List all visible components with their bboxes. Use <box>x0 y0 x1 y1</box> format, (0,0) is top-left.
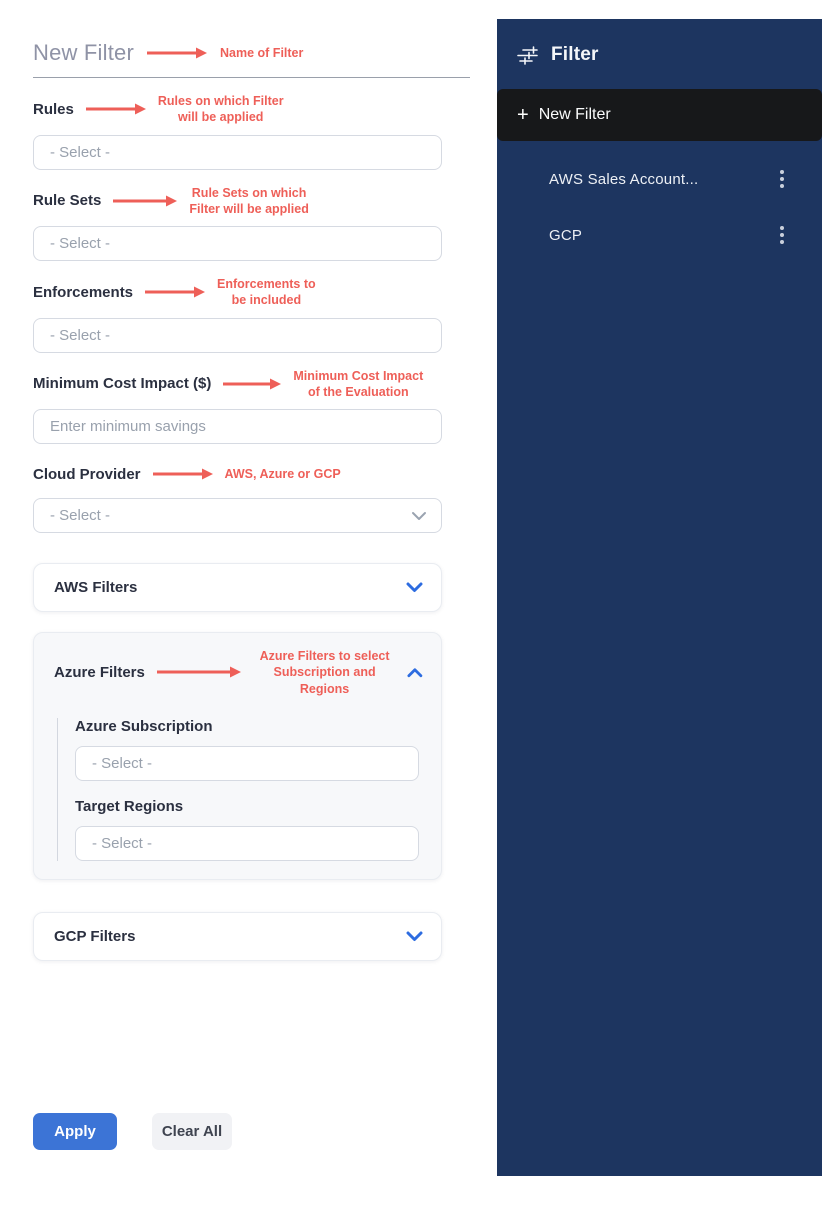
azure-filters-panel <box>33 632 442 880</box>
rules-label: Rules <box>33 100 74 118</box>
target-regions-label: Target Regions <box>75 797 184 815</box>
aws-filters-panel <box>33 563 442 612</box>
enforcements-label: Enforcements <box>33 283 134 301</box>
annotation-arrow-icon <box>222 377 282 391</box>
sidebar-item-aws-sales-account[interactable] <box>497 151 822 207</box>
annotation-arrow-icon <box>112 194 178 208</box>
page-title: New Filter <box>33 40 135 65</box>
chevron-down-icon[interactable] <box>406 931 423 942</box>
annotation-rules: Rules on which Filter will be applied <box>157 94 284 125</box>
plus-icon: + <box>517 104 529 126</box>
field-cloud-provider <box>33 459 442 533</box>
sidebar-item-gcp[interactable] <box>497 207 822 263</box>
annotation-arrow-icon <box>156 665 242 679</box>
new-filter-button[interactable] <box>497 89 822 141</box>
azure-filters-body <box>57 718 419 861</box>
saved-filters-list <box>497 141 822 263</box>
kebab-menu-icon[interactable] <box>776 166 788 192</box>
azure-filters-header[interactable] <box>34 633 441 712</box>
sidebar-item-label: GCP <box>549 226 583 244</box>
azure-filters-title: Azure Filters <box>54 663 145 681</box>
minimum-cost-impact-label: Minimum Cost Impact ($) <box>33 375 212 393</box>
annotation-arrow-icon <box>152 467 214 481</box>
chevron-up-icon[interactable] <box>407 667 423 678</box>
gcp-filters-title: GCP Filters <box>54 927 136 945</box>
annotation-cloud-provider: AWS, Azure or GCP <box>224 466 341 481</box>
sidebar-header <box>497 19 822 89</box>
sidebar-item-label: AWS Sales Account... <box>549 170 699 188</box>
clear-all-button[interactable]: Clear All <box>152 1113 232 1150</box>
aws-filters-title: AWS Filters <box>54 579 138 596</box>
field-rule-sets <box>33 185 442 262</box>
sliders-icon <box>517 46 538 65</box>
target-regions-select[interactable] <box>75 826 419 861</box>
minimum-cost-input[interactable] <box>33 409 442 444</box>
divider <box>33 77 470 78</box>
cloud-provider-select-placeholder: - Select - <box>50 507 111 524</box>
annotation-azure-filters: Azure Filters to select Subscription and Regions <box>259 649 390 696</box>
chevron-down-icon[interactable] <box>406 582 423 593</box>
annotation-minimum-cost-impact: Minimum Cost Impact of the Evaluation <box>293 368 424 399</box>
cloud-provider-label: Cloud Provider <box>33 465 141 483</box>
kebab-menu-icon[interactable] <box>776 222 788 248</box>
rule-sets-select[interactable] <box>33 226 442 261</box>
aws-filters-header[interactable] <box>34 564 441 611</box>
annotation-arrow-icon <box>144 285 206 299</box>
enforcements-select[interactable] <box>33 318 442 353</box>
rules-select[interactable] <box>33 135 442 170</box>
filter-sidebar <box>497 19 822 1176</box>
rules-select-placeholder: - Select - <box>50 143 111 161</box>
new-filter-form <box>33 40 442 961</box>
gcp-filters-header[interactable] <box>34 913 441 960</box>
sidebar-title: Filter <box>551 44 599 65</box>
annotation-arrow-icon <box>146 46 208 60</box>
field-minimum-cost-impact <box>33 368 442 445</box>
rule-sets-select-placeholder: - Select - <box>50 235 111 252</box>
apply-button[interactable]: Apply <box>33 1113 117 1150</box>
field-enforcements <box>33 276 442 353</box>
annotation-arrow-icon <box>85 102 147 116</box>
azure-subscription-label: Azure Subscription <box>75 717 213 735</box>
gcp-filters-panel <box>33 912 442 961</box>
form-actions <box>33 1113 232 1150</box>
title-row <box>33 40 442 66</box>
azure-subscription-select[interactable] <box>75 746 419 781</box>
chevron-down-icon <box>411 511 427 521</box>
new-filter-button-label: New Filter <box>538 106 611 123</box>
annotation-enforcements: Enforcements to be included <box>217 277 316 308</box>
annotation-name-of-filter: Name of Filter <box>220 45 304 60</box>
target-regions-placeholder: - Select - <box>92 834 153 852</box>
enforcements-select-placeholder: - Select - <box>50 326 111 344</box>
field-rules <box>33 93 442 170</box>
rule-sets-label: Rule Sets <box>33 192 102 210</box>
azure-subscription-placeholder: - Select - <box>92 754 153 772</box>
annotation-rule-sets: Rule Sets on which Filter will be applied <box>189 185 309 216</box>
cloud-provider-select[interactable] <box>33 498 442 533</box>
